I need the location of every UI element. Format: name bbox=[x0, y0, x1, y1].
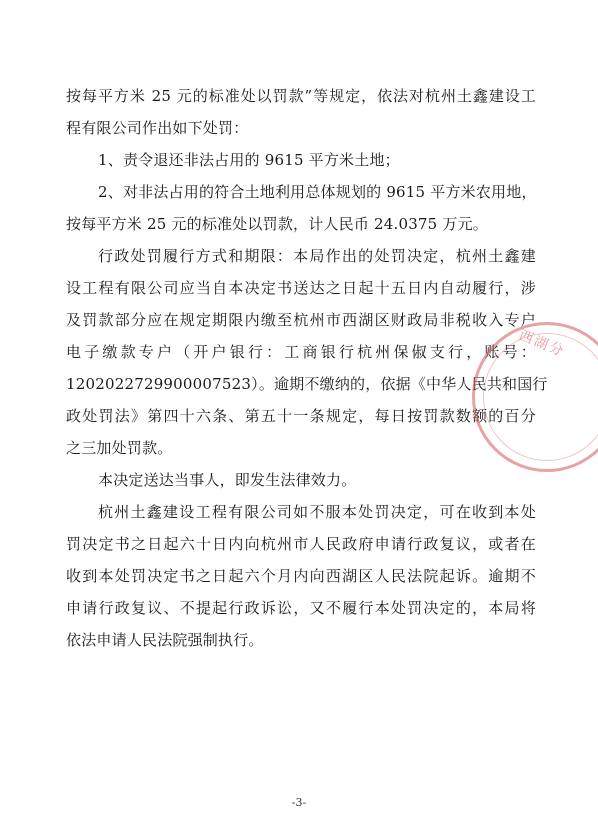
penalty-item-2: 2、对非法占用的符合土地利用总体规划的 9615 平方米农用地， bbox=[98, 183, 537, 201]
effectiveness-paragraph: 本决定送达当事人，即发生法律效力。 bbox=[98, 471, 357, 489]
appeal-paragraph: 杭州土鑫建设工程有限公司如不服本处罚决定，可在收到本处 bbox=[98, 503, 536, 521]
paragraph-line: 依法申请人民法院强制执行。 bbox=[66, 631, 264, 649]
paragraph-line: 按每平方米 25 元的标准处以罚款，计人民币 24.0375 万元。 bbox=[66, 215, 488, 233]
paragraph-line: 申请行政复议、不提起行政诉讼，又不履行本处罚决定的，本局将 bbox=[66, 599, 536, 617]
paragraph-line: 罚决定书之日起六十日内向杭州市人民政府申请行政复议，或者在 bbox=[66, 535, 536, 553]
paragraph-line: 程有限公司作出如下处罚： bbox=[66, 119, 249, 137]
paragraph-line: 及罚款部分应在规定期限内缴至杭州市西湖区财政局非税收入专户 bbox=[66, 311, 536, 329]
paragraph-line: 电子缴款专户（开户银行：工商银行杭州保俶支行，账号： bbox=[66, 343, 536, 361]
paragraph-line: 按每平方米 25 元的标准处以罚款”等规定，依法对杭州土鑫建设工 bbox=[66, 87, 536, 105]
paragraph-line: 之三加处罚款。 bbox=[66, 439, 173, 457]
page-number: -3- bbox=[291, 796, 307, 809]
penalty-item-1: 1、责令退还非法占用的 9615 平方米土地； bbox=[98, 151, 400, 169]
enforcement-paragraph: 行政处罚履行方式和期限：本局作出的处罚决定，杭州土鑫建 bbox=[98, 247, 536, 265]
seal-text: 西湖分 bbox=[516, 327, 568, 361]
paragraph-line: 1202022729900007523）。逾期不缴纳的，依据《中华人民共和国行 bbox=[66, 375, 548, 393]
paragraph-line: 设工程有限公司应当自本决定书送达之日起十五日内自动履行，涉 bbox=[66, 279, 536, 297]
paragraph-line: 政处罚法》第四十六条、第五十一条规定，每日按罚款数额的百分 bbox=[66, 407, 536, 425]
paragraph-line: 收到本处罚决定书之日起六个月内向西湖区人民法院起诉。逾期不 bbox=[66, 567, 536, 585]
